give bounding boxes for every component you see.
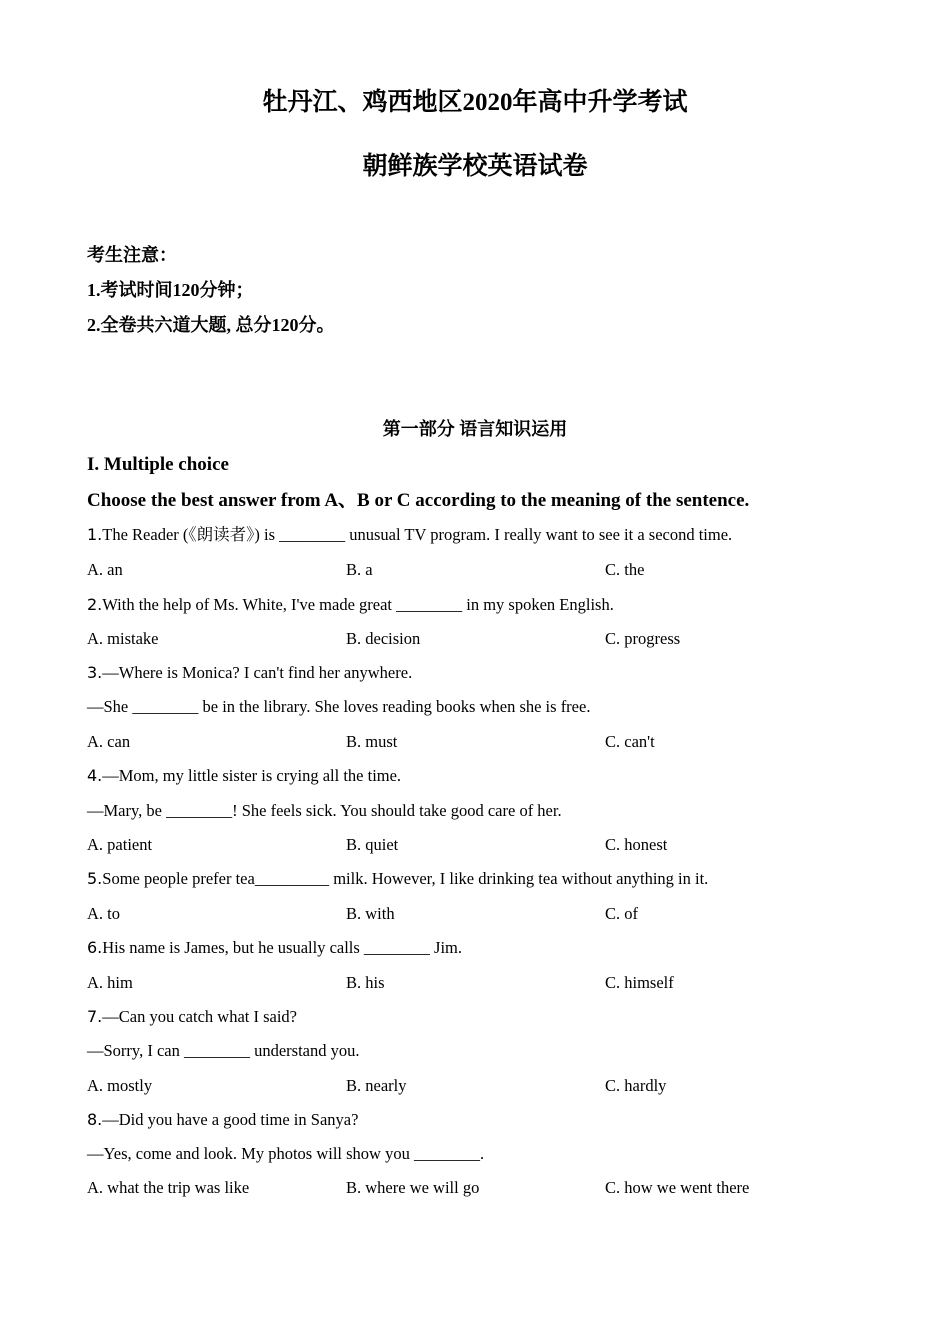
question-number: 3. bbox=[87, 663, 103, 682]
notice-header: 考生注意： bbox=[87, 245, 177, 265]
question-number: 1. bbox=[87, 525, 103, 544]
option-a[interactable]: A. can bbox=[87, 732, 131, 751]
question-3-options bbox=[87, 730, 887, 754]
question-number: 7. bbox=[87, 1007, 103, 1026]
question-number: 5. bbox=[87, 869, 103, 888]
question-text: With the help of Ms. White, I've made great ________ in my spoken English. bbox=[102, 595, 614, 614]
question-text: Some people prefer tea_________ milk. However, I like drinking tea without anything in it. bbox=[102, 869, 709, 888]
question-text: —Where is Monica? I can't find her anywhere. bbox=[102, 663, 413, 682]
question-number: 6. bbox=[87, 938, 103, 957]
question-4-options bbox=[87, 833, 887, 857]
option-a[interactable]: A. mistake bbox=[87, 629, 159, 648]
option-a[interactable]: A. an bbox=[87, 560, 123, 579]
option-c[interactable]: C. himself bbox=[605, 973, 674, 992]
question-number: 2. bbox=[87, 595, 103, 614]
option-c[interactable]: C. of bbox=[605, 904, 638, 923]
option-b[interactable]: B. with bbox=[346, 904, 395, 923]
question-4-line-2: —Mary, be ________! She feels sick. You should take good care of her. bbox=[87, 801, 562, 820]
question-text: —Did you have a good time in Sanya? bbox=[102, 1110, 359, 1129]
notice-item-1: 1.考试时间120分钟； bbox=[87, 280, 254, 300]
question-6 bbox=[87, 936, 462, 960]
question-5 bbox=[87, 867, 708, 891]
exam-title-line1: 牡丹江、鸡西地区2020年高中升学考试 bbox=[262, 89, 688, 116]
question-text: The Reader (《朗读者》) is ________ unusual TV program. I really want to see it a second time. bbox=[102, 525, 733, 544]
question-text: —Can you catch what I said? bbox=[102, 1007, 297, 1026]
section-title: 第一部分 语言知识运用 bbox=[382, 419, 568, 439]
question-8-options bbox=[87, 1176, 887, 1200]
question-2 bbox=[87, 593, 614, 617]
option-c[interactable]: C. progress bbox=[605, 629, 681, 648]
option-b[interactable]: B. must bbox=[346, 732, 398, 751]
exam-title-line2: 朝鲜族学校英语试卷 bbox=[362, 153, 588, 180]
question-3 bbox=[87, 661, 412, 685]
question-6-options bbox=[87, 971, 887, 995]
option-c[interactable]: C. the bbox=[605, 560, 645, 579]
option-a[interactable]: A. what the trip was like bbox=[87, 1178, 250, 1197]
option-c[interactable]: C. hardly bbox=[605, 1076, 667, 1095]
question-8-line-2: —Yes, come and look. My photos will show you ________. bbox=[87, 1144, 485, 1163]
option-b[interactable]: B. his bbox=[346, 973, 385, 992]
question-3-line-2: —She ________ be in the library. She loves reading books when she is free. bbox=[87, 697, 591, 716]
question-7-line-2: —Sorry, I can ________ understand you. bbox=[87, 1041, 360, 1060]
option-b[interactable]: B. nearly bbox=[346, 1076, 407, 1095]
part-instruction: Choose the best answer from A、B or C according to the meaning of the sentence. bbox=[87, 490, 750, 511]
option-b[interactable]: B. where we will go bbox=[346, 1178, 480, 1197]
option-b[interactable]: B. quiet bbox=[346, 835, 399, 854]
question-1 bbox=[87, 523, 732, 547]
question-5-options bbox=[87, 902, 887, 926]
question-7 bbox=[87, 1005, 297, 1029]
question-text: His name is James, but he usually calls ________ Jim. bbox=[102, 938, 463, 957]
part-heading: I. Multiple choice bbox=[87, 454, 229, 475]
question-8 bbox=[87, 1108, 358, 1132]
question-text: —Mom, my little sister is crying all the time. bbox=[102, 766, 402, 785]
question-2-options bbox=[87, 627, 887, 651]
option-b[interactable]: B. a bbox=[346, 560, 373, 579]
option-a[interactable]: A. mostly bbox=[87, 1076, 153, 1095]
question-number: 4. bbox=[87, 766, 103, 785]
notice-item-2: 2.全卷共六道大题, 总分120分。 bbox=[87, 315, 335, 335]
question-number: 8. bbox=[87, 1110, 103, 1129]
question-1-options bbox=[87, 558, 887, 582]
option-c[interactable]: C. how we went there bbox=[605, 1178, 750, 1197]
option-b[interactable]: B. decision bbox=[346, 629, 421, 648]
question-4 bbox=[87, 764, 401, 788]
option-a[interactable]: A. to bbox=[87, 904, 120, 923]
option-a[interactable]: A. him bbox=[87, 973, 133, 992]
question-7-options bbox=[87, 1074, 887, 1098]
option-c[interactable]: C. honest bbox=[605, 835, 668, 854]
option-c[interactable]: C. can't bbox=[605, 732, 655, 751]
option-a[interactable]: A. patient bbox=[87, 835, 153, 854]
